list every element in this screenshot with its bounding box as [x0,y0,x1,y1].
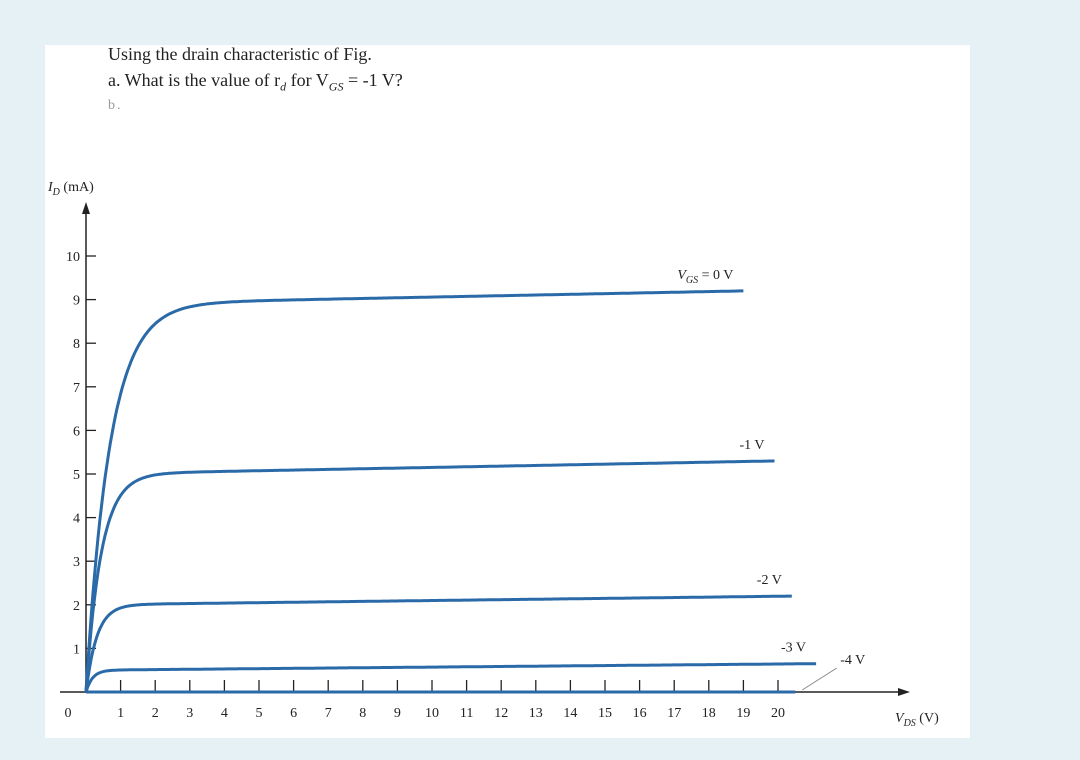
curve-label: -2 V [756,573,782,589]
rd-subscript: d [280,79,287,94]
x-tick-label: 11 [459,706,474,721]
question-line-3-cut: b. [108,98,123,113]
curve-vgs-3 [86,664,816,692]
y-tick-label: 5 [73,468,80,483]
x-tick-label: 9 [393,706,401,721]
y-tick-label: 7 [73,380,80,396]
question-mid: for V [286,70,329,90]
y-tick-label: 2 [73,598,80,614]
y-tick-label: 3 [73,555,80,571]
vgs-subscript: GS [328,79,344,94]
curves [86,291,837,692]
chart-labels [47,180,939,729]
x-tick-label: 16 [632,706,647,721]
x-axis-title: $V_{DS}$ (V) [895,711,939,729]
y-tick-label: 9 [73,293,80,309]
x-tick-label: 3 [186,706,194,721]
y-axis-arrow [82,202,90,214]
curve-vgs-2 [86,596,792,692]
y-tick-label: 1 [73,642,80,658]
y-tick-label: 10 [66,250,80,265]
question-end: = -1 V? [343,70,403,90]
x-tick-label: 1 [117,706,125,721]
x-tick-label: 15 [598,706,612,721]
question-prefix: a. What is the value of r [108,70,281,90]
y-axis-title: $I_D$ (mA) [48,180,94,198]
question-line-1: Using the drain characteristic of Fig. [108,44,372,64]
x-tick-label: 13 [528,706,543,721]
x-tick-label: 14 [563,706,578,721]
curve-label: -4 V [840,653,866,668]
origin-label: 0 [64,706,72,721]
y-tick-label: 8 [73,337,80,353]
x-tick-label: 12 [494,706,509,721]
x-tick-label: 18 [701,706,716,721]
x-tick-label: 17 [667,706,682,721]
curve-vgs-1 [86,461,775,692]
y-tick-label: 4 [73,511,80,527]
curve-label: $V_{GS} = 0$ V [677,267,734,286]
x-tick-label: 4 [220,706,228,721]
curve-label: -3 V [781,640,807,656]
x-tick-label: 20 [771,706,785,721]
axes [60,202,910,696]
label-leader [802,668,837,690]
x-tick-label: 10 [425,706,439,721]
x-tick-label: 7 [324,706,332,721]
x-tick-label: 8 [359,706,367,721]
x-tick-label: 2 [151,706,159,721]
curve-vgs-0 [86,291,743,692]
curve-label: -1 V [739,437,765,453]
x-tick-label: 5 [255,706,263,721]
x-axis-arrow [898,688,910,696]
x-tick-label: 19 [736,706,751,721]
y-tick-label: 6 [73,424,80,440]
x-tick-label: 6 [290,706,298,721]
